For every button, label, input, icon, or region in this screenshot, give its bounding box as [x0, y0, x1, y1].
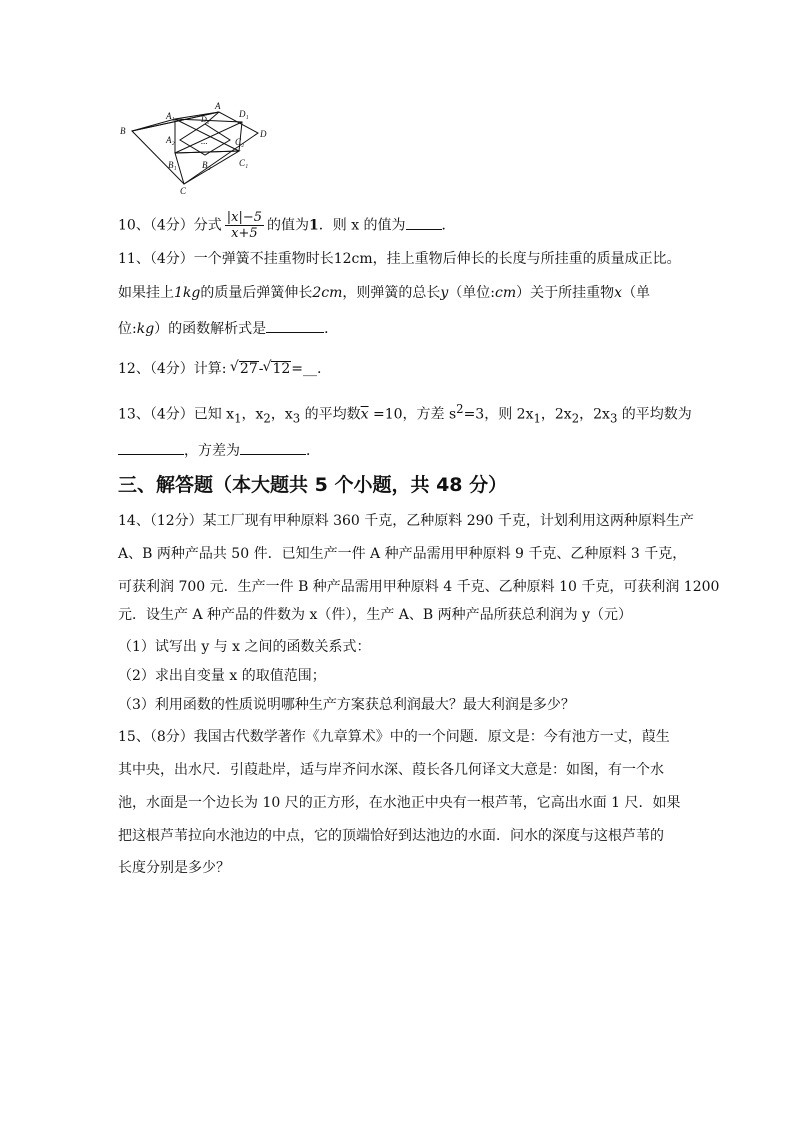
q12-sqrt-27: [239, 361, 259, 376]
q13-text-l2a: ，方差为: [184, 443, 240, 459]
label-C1: C₁: [239, 158, 249, 168]
q11-text-l3a: 位:: [118, 321, 137, 337]
label-C2: C₂: [235, 137, 245, 147]
q13-sub-t1: 1: [533, 411, 541, 426]
label-A2: A₂: [166, 135, 175, 145]
question-15-line3: 池，水面是一个边长为 10 尺的正方形，在水池正中央有一根芦苇，它高出水面 1 尺．如果: [118, 795, 681, 811]
q13-xbar: $\overline{x}$: [360, 406, 369, 423]
q13-sup-2: 2: [456, 402, 464, 416]
q11-unit-cm: cm: [495, 285, 517, 301]
q12-prefix: 12、（4分）计算:: [118, 361, 227, 377]
q13-text-e: ，2x: [540, 406, 572, 423]
q11-unit-kg: kg: [136, 321, 155, 337]
question-13-line1: [118, 400, 692, 427]
question-14-part1: （1）试写出 y 与 x 之间的函数关系式：: [118, 639, 371, 655]
q13-text-l2b: ．: [306, 443, 320, 459]
q13-sub-2: 2: [263, 411, 271, 426]
question-14-part2: （2）求出自变量 x 的取值范围；: [118, 668, 326, 684]
q10-numerator: |x|−5: [226, 210, 262, 225]
question-12: [118, 360, 321, 378]
quadrilateral-diagram: [118, 100, 274, 196]
q11-text-l3d: ．: [324, 321, 339, 337]
q11-text-e: ，则弹簧的总长: [342, 285, 441, 301]
q12-minus: -: [258, 361, 264, 377]
q10-answer-blank: [406, 215, 442, 230]
q10-fraction: [225, 210, 264, 241]
q13-text-g: 的平均数为: [617, 406, 692, 423]
q11-kg-value: 1kg: [174, 285, 201, 301]
q11-text-l3c: ）的函数解析式是: [154, 321, 267, 337]
label-C: C: [180, 186, 187, 196]
q11-text-c: 的质量后弹簧伸长: [200, 285, 313, 301]
question-13-line2: [118, 440, 320, 460]
q11-answer-blank: [266, 318, 324, 333]
q13-text-c2: ，x: [270, 406, 293, 423]
q12-radicand-1: 27: [239, 361, 258, 377]
label-D: D: [260, 129, 267, 139]
q11-text-a: 如果挂上: [118, 285, 174, 301]
section-3-heading: 三、解答题（本大题共 5 个小题，共 48 分）: [118, 474, 508, 496]
q10-denominator: x+5: [231, 226, 258, 241]
question-10: [118, 210, 456, 241]
q13-sub-3: 3: [292, 411, 301, 426]
question-14-line1: 14、（12分）某工厂现有甲种原料 360 千克，乙种原料 290 千克，计划利用这两种原料生产: [118, 513, 694, 529]
label-D2: D₂: [201, 115, 210, 124]
q10-suffix: ．则 x 的值为: [318, 217, 406, 234]
q13-mean-blank: [118, 440, 184, 455]
question-15-line1: 15、（8分）我国古代数学著作《九章算术》中的一个问题．原文是：今有池方一丈，葭生: [118, 729, 670, 745]
q13-text-d: =3，则 2x: [463, 406, 534, 423]
question-14-part3: （3）利用函数的性质说明哪种生产方案获总利润最大？最大利润是多少？: [118, 697, 575, 713]
q11-text-g: （单位:: [448, 285, 496, 301]
label-D1: D₁: [239, 109, 249, 119]
label-B: B: [120, 126, 126, 136]
q11-var-y: y: [440, 285, 449, 301]
q11-var-x: x: [614, 285, 623, 301]
q13-text-b: 的平均数: [300, 406, 361, 423]
q11-cm-value: 2cm: [312, 285, 343, 301]
question-14-line4: 元．设生产 A 种产品的件数为 x（件），生产 A、B 两种产品所获总利润为 y（元）: [118, 607, 633, 623]
q10-prefix: 10、（4分）分式: [118, 217, 222, 234]
q13-text-f: ，2x: [579, 406, 610, 423]
question-15-line2: 其中央，出水尺．引葭赴岸，适与岸齐问水深、葭长各几何译文大意是：如图，有一个水: [118, 762, 664, 778]
label-dots: ...: [201, 136, 208, 146]
label-B1: B₁: [168, 160, 177, 170]
q13-text-a: 13、（4分）已知 x: [118, 406, 235, 423]
q12-suffix: =__.: [291, 361, 322, 377]
quadrilateral-figure: [118, 100, 274, 196]
label-A: A: [215, 101, 221, 111]
question-14-line2: A、B 两种产品共 50 件．已知生产一件 A 种产品需用甲种原料 9 千克、乙种原料 3 千克，: [118, 546, 687, 562]
q13-text-c: =10，方差 s: [368, 406, 457, 423]
q11-text-i: ）关于所挂重物: [516, 285, 615, 301]
q11-text-k: （单: [622, 285, 651, 301]
q10-tail: ．: [441, 217, 456, 234]
q13-sub-t2: 2: [571, 411, 580, 426]
q12-radicand-2: 12: [272, 361, 291, 377]
question-11-line1: 11、（4分）一个弹簧不挂重物时长12cm，挂上重物后伸长的长度与所挂重的质量成正比。: [118, 251, 681, 267]
q10-mid: 的值为: [267, 217, 309, 234]
q13-sub-1: 1: [234, 411, 242, 426]
q12-sqrt-12: [271, 361, 291, 376]
q13-text-c1: ，x: [241, 406, 264, 423]
label-B2: B₂: [202, 160, 211, 170]
question-15-line4: 把这根芦苇拉向水池边的中点，它的顶端恰好到达池边的水面．问水的深度与这根芦苇的: [118, 828, 664, 844]
q13-sub-t3: 3: [609, 411, 618, 426]
question-14-line3: 可获利润 700 元．生产一件 B 种产品需用甲种原料 4 千克、乙种原料 10 千克，可获利润 1200: [118, 579, 720, 595]
question-11-line3: [118, 318, 338, 338]
label-A1: A₁: [166, 111, 175, 121]
question-11-line2: [118, 284, 650, 302]
q10-one: 1: [309, 217, 319, 234]
question-15-line5: 长度分别是多少？: [118, 860, 230, 876]
q13-variance-blank: [240, 440, 306, 455]
